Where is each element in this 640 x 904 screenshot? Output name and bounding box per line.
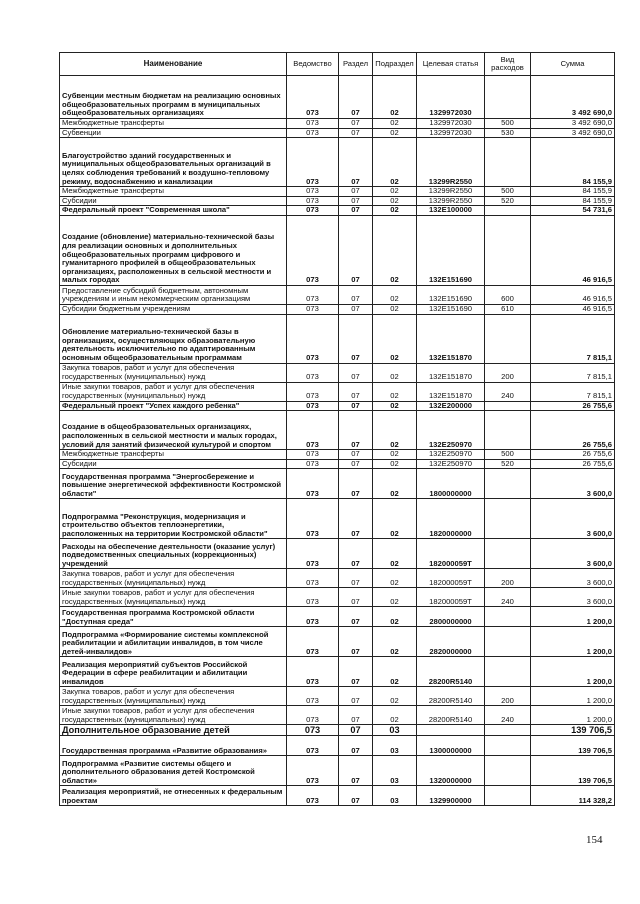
- cell-target-article: 28200R5140: [417, 706, 485, 725]
- table-row: [60, 469, 615, 499]
- cell-podrazdel: 02: [373, 627, 417, 657]
- cell-vedomstvo: 073: [287, 736, 339, 756]
- cell-razdel: 07: [339, 76, 373, 119]
- table-row: [60, 736, 615, 756]
- cell-razdel: 07: [339, 196, 373, 206]
- cell-expense-type: [485, 657, 531, 687]
- page-number: 154: [586, 834, 603, 846]
- cell-podrazdel: 02: [373, 314, 417, 363]
- cell-target-article: 132E151870: [417, 314, 485, 363]
- cell-razdel: 07: [339, 657, 373, 687]
- cell-sum: 3 600,0: [531, 499, 615, 539]
- cell-podrazdel: 02: [373, 539, 417, 569]
- cell-name: Реализация мероприятий, не отнесенных к федеральным проектам: [60, 786, 287, 806]
- cell-expense-type: [485, 756, 531, 786]
- cell-razdel: 07: [339, 607, 373, 627]
- cell-name: Субвенции местным бюджетам на реализацию основных общеобразовательных программ в муниципальных общеобразовательных организациях: [60, 76, 287, 119]
- cell-target-article: 132E250970: [417, 459, 485, 469]
- cell-expense-type: [485, 607, 531, 627]
- cell-sum: 84 155,9: [531, 196, 615, 206]
- cell-target-article: [417, 725, 485, 736]
- cell-name: Закупка товаров, работ и услуг для обеспечения государственных (муниципальных) нужд: [60, 569, 287, 588]
- cell-vedomstvo: 073: [287, 314, 339, 363]
- cell-podrazdel: 02: [373, 657, 417, 687]
- cell-vedomstvo: 073: [287, 569, 339, 588]
- cell-podrazdel: 03: [373, 756, 417, 786]
- cell-vedomstvo: 073: [287, 539, 339, 569]
- table-row: [60, 459, 615, 469]
- table-row: [60, 363, 615, 382]
- cell-vedomstvo: 073: [287, 469, 339, 499]
- cell-vedomstvo: 073: [287, 450, 339, 460]
- cell-expense-type: 200: [485, 687, 531, 706]
- cell-vedomstvo: 073: [287, 206, 339, 216]
- cell-vedomstvo: 073: [287, 128, 339, 138]
- cell-name: Закупка товаров, работ и услуг для обеспечения государственных (муниципальных) нужд: [60, 363, 287, 382]
- cell-vedomstvo: 073: [287, 76, 339, 119]
- cell-expense-type: [485, 206, 531, 216]
- cell-podrazdel: 02: [373, 76, 417, 119]
- cell-target-article: 1800000000: [417, 469, 485, 499]
- cell-podrazdel: 02: [373, 215, 417, 285]
- cell-podrazdel: 03: [373, 786, 417, 806]
- cell-vedomstvo: 073: [287, 411, 339, 450]
- cell-sum: 1 200,0: [531, 627, 615, 657]
- cell-razdel: 07: [339, 215, 373, 285]
- cell-podrazdel: 02: [373, 687, 417, 706]
- cell-vedomstvo: 073: [287, 363, 339, 382]
- cell-expense-type: 600: [485, 285, 531, 304]
- cell-target-article: 132E250970: [417, 411, 485, 450]
- cell-name: Государственная программа "Энергосбережение и повышение энергетической эффективности Костромской области": [60, 469, 287, 499]
- cell-razdel: 07: [339, 736, 373, 756]
- cell-vedomstvo: 073: [287, 196, 339, 206]
- cell-podrazdel: 02: [373, 206, 417, 216]
- table-row: [60, 786, 615, 806]
- cell-target-article: 13299R2550: [417, 187, 485, 197]
- cell-target-article: 182000059Т: [417, 539, 485, 569]
- cell-razdel: 07: [339, 469, 373, 499]
- cell-razdel: 07: [339, 725, 373, 736]
- cell-podrazdel: 02: [373, 304, 417, 314]
- table-row: [60, 411, 615, 450]
- cell-name: Субсидии: [60, 196, 287, 206]
- cell-expense-type: 240: [485, 706, 531, 725]
- cell-name: Благоустройство зданий государственных и муниципальных общеобразовательных организаций в целях соблюдения требований к воздушно-тепловому режиму, водоснабжению и канализации: [60, 138, 287, 187]
- cell-target-article: 1300000000: [417, 736, 485, 756]
- cell-razdel: 07: [339, 450, 373, 460]
- cell-expense-type: [485, 401, 531, 411]
- budget-table-sheet: [59, 52, 614, 806]
- cell-vedomstvo: 073: [287, 588, 339, 607]
- cell-expense-type: [485, 411, 531, 450]
- cell-sum: 3 600,0: [531, 469, 615, 499]
- cell-sum: 3 492 690,0: [531, 128, 615, 138]
- cell-name: Федеральный проект "Успех каждого ребенка": [60, 401, 287, 411]
- cell-target-article: 1329972030: [417, 76, 485, 119]
- cell-sum: 26 755,6: [531, 401, 615, 411]
- cell-sum: 139 706,5: [531, 736, 615, 756]
- cell-name: Закупка товаров, работ и услуг для обеспечения государственных (муниципальных) нужд: [60, 687, 287, 706]
- cell-expense-type: [485, 138, 531, 187]
- cell-vedomstvo: 073: [287, 285, 339, 304]
- table-row: [60, 304, 615, 314]
- cell-target-article: 28200R5140: [417, 657, 485, 687]
- cell-name: Расходы на обеспечение деятельности (оказание услуг) подведомственных специальных (коррекционных) учреждений: [60, 539, 287, 569]
- cell-target-article: 13299R2550: [417, 196, 485, 206]
- cell-target-article: 1820000000: [417, 499, 485, 539]
- cell-razdel: 07: [339, 627, 373, 657]
- cell-podrazdel: 02: [373, 363, 417, 382]
- cell-target-article: 182000059Т: [417, 588, 485, 607]
- cell-podrazdel: 02: [373, 569, 417, 588]
- cell-vedomstvo: 073: [287, 657, 339, 687]
- cell-vedomstvo: 073: [287, 187, 339, 197]
- cell-podrazdel: 02: [373, 469, 417, 499]
- cell-sum: 3 600,0: [531, 539, 615, 569]
- table-row: [60, 657, 615, 687]
- cell-name: Государственная программа Костромской области "Доступная среда": [60, 607, 287, 627]
- cell-razdel: 07: [339, 706, 373, 725]
- table-row: [60, 588, 615, 607]
- cell-sum: 7 815,1: [531, 314, 615, 363]
- cell-sum: 7 815,1: [531, 363, 615, 382]
- cell-podrazdel: 02: [373, 382, 417, 401]
- cell-vedomstvo: 073: [287, 499, 339, 539]
- cell-sum: 7 815,1: [531, 382, 615, 401]
- cell-target-article: 13299R2550: [417, 138, 485, 187]
- cell-razdel: 07: [339, 119, 373, 129]
- cell-name: Создание (обновление) материально-технической базы для реализации основных и дополнительных общеобразовательных программ цифрового и гуманитарного профилей в общеобразовательных организациях, расположенных в сельской местности и малых городах: [60, 215, 287, 285]
- cell-name: Обновление материально-технической базы в организациях, осуществляющих образовательную деятельность исключительно по адаптированным основным общеобразовательным программам: [60, 314, 287, 363]
- cell-podrazdel: 02: [373, 285, 417, 304]
- header-expense-type: Вид расходов: [485, 53, 531, 76]
- cell-razdel: 07: [339, 786, 373, 806]
- table-row: [60, 138, 615, 187]
- cell-expense-type: 530: [485, 128, 531, 138]
- cell-vedomstvo: 073: [287, 756, 339, 786]
- cell-expense-type: 520: [485, 459, 531, 469]
- cell-sum: 139 706,5: [531, 725, 615, 736]
- cell-expense-type: [485, 725, 531, 736]
- cell-podrazdel: 03: [373, 725, 417, 736]
- table-body: [60, 76, 615, 806]
- cell-vedomstvo: 073: [287, 304, 339, 314]
- cell-expense-type: [485, 76, 531, 119]
- table-row: [60, 196, 615, 206]
- table-row: [60, 382, 615, 401]
- cell-expense-type: 520: [485, 196, 531, 206]
- cell-expense-type: [485, 786, 531, 806]
- table-row: [60, 128, 615, 138]
- cell-razdel: 07: [339, 569, 373, 588]
- cell-vedomstvo: 073: [287, 786, 339, 806]
- table-row: [60, 119, 615, 129]
- cell-razdel: 07: [339, 539, 373, 569]
- table-row: [60, 401, 615, 411]
- cell-sum: 3 492 690,0: [531, 76, 615, 119]
- cell-podrazdel: 02: [373, 128, 417, 138]
- cell-sum: 26 755,6: [531, 411, 615, 450]
- header-sum: Сумма: [531, 53, 615, 76]
- cell-expense-type: 200: [485, 569, 531, 588]
- cell-sum: 46 916,5: [531, 215, 615, 285]
- cell-podrazdel: 03: [373, 736, 417, 756]
- cell-name: Субсидии бюджетным учреждениям: [60, 304, 287, 314]
- table-row: [60, 450, 615, 460]
- cell-target-article: 182000059Т: [417, 569, 485, 588]
- cell-name: Предоставление субсидий бюджетным, автономным учреждениям и иным некоммерческим организациям: [60, 285, 287, 304]
- cell-name: Подпрограмма «Развитие системы общего и дополнительного образования детей Костромской области»: [60, 756, 287, 786]
- cell-vedomstvo: 073: [287, 119, 339, 129]
- cell-sum: 26 755,6: [531, 459, 615, 469]
- cell-podrazdel: 02: [373, 459, 417, 469]
- cell-sum: 114 328,2: [531, 786, 615, 806]
- cell-vedomstvo: 073: [287, 607, 339, 627]
- cell-podrazdel: 02: [373, 119, 417, 129]
- cell-expense-type: 610: [485, 304, 531, 314]
- cell-sum: 1 200,0: [531, 687, 615, 706]
- cell-sum: 1 200,0: [531, 607, 615, 627]
- cell-vedomstvo: 073: [287, 459, 339, 469]
- cell-vedomstvo: 073: [287, 627, 339, 657]
- cell-expense-type: [485, 469, 531, 499]
- cell-name: Дополнительное образование детей: [60, 725, 287, 736]
- cell-target-article: 2800000000: [417, 607, 485, 627]
- cell-name: Межбюджетные трансферты: [60, 187, 287, 197]
- cell-target-article: 1329972030: [417, 128, 485, 138]
- cell-sum: 26 755,6: [531, 450, 615, 460]
- cell-expense-type: [485, 539, 531, 569]
- cell-target-article: 1320000000: [417, 756, 485, 786]
- cell-target-article: 1329900000: [417, 786, 485, 806]
- cell-target-article: 132E151870: [417, 363, 485, 382]
- cell-name: Субсидии: [60, 459, 287, 469]
- cell-razdel: 07: [339, 756, 373, 786]
- table-row: [60, 76, 615, 119]
- cell-target-article: 132E151690: [417, 215, 485, 285]
- table-row: [60, 215, 615, 285]
- cell-razdel: 07: [339, 411, 373, 450]
- cell-expense-type: 500: [485, 119, 531, 129]
- table-row: [60, 687, 615, 706]
- cell-sum: 84 155,9: [531, 187, 615, 197]
- cell-expense-type: 240: [485, 382, 531, 401]
- cell-podrazdel: 02: [373, 401, 417, 411]
- cell-target-article: 132E250970: [417, 450, 485, 460]
- cell-name: Подпрограмма «Формирование системы комплексной реабилитации и абилитации инвалидов, в том числе детей-инвалидов»: [60, 627, 287, 657]
- cell-vedomstvo: 073: [287, 401, 339, 411]
- cell-target-article: 132E100000: [417, 206, 485, 216]
- cell-razdel: 07: [339, 687, 373, 706]
- table-row: [60, 706, 615, 725]
- cell-razdel: 07: [339, 138, 373, 187]
- cell-name: Иные закупки товаров, работ и услуг для обеспечения государственных (муниципальных) нужд: [60, 588, 287, 607]
- table-row: [60, 725, 615, 736]
- cell-razdel: 07: [339, 382, 373, 401]
- cell-razdel: 07: [339, 363, 373, 382]
- budget-table: [59, 52, 615, 806]
- table-header-row: [60, 53, 615, 76]
- cell-target-article: 132E151870: [417, 382, 485, 401]
- cell-sum: 46 916,5: [531, 285, 615, 304]
- table-row: [60, 206, 615, 216]
- cell-razdel: 07: [339, 588, 373, 607]
- cell-expense-type: [485, 215, 531, 285]
- table-row: [60, 607, 615, 627]
- cell-name: Подпрограмма "Реконструкция, модернизация и строительство объектов теплоэнергетики, расположенных на территории Костромской области": [60, 499, 287, 539]
- cell-target-article: 132E200000: [417, 401, 485, 411]
- cell-razdel: 07: [339, 401, 373, 411]
- cell-expense-type: 200: [485, 363, 531, 382]
- cell-podrazdel: 02: [373, 499, 417, 539]
- cell-expense-type: [485, 736, 531, 756]
- cell-name: Иные закупки товаров, работ и услуг для обеспечения государственных (муниципальных) нужд: [60, 706, 287, 725]
- table-row: [60, 314, 615, 363]
- cell-sum: 84 155,9: [531, 138, 615, 187]
- header-target-article: Целевая статья: [417, 53, 485, 76]
- table-row: [60, 756, 615, 786]
- cell-vedomstvo: 073: [287, 215, 339, 285]
- cell-expense-type: [485, 627, 531, 657]
- cell-target-article: 132E151690: [417, 285, 485, 304]
- cell-podrazdel: 02: [373, 706, 417, 725]
- table-row: [60, 187, 615, 197]
- header-vedomstvo: Ведомство: [287, 53, 339, 76]
- cell-target-article: 132E151690: [417, 304, 485, 314]
- cell-target-article: 2820000000: [417, 627, 485, 657]
- cell-razdel: 07: [339, 206, 373, 216]
- cell-podrazdel: 02: [373, 450, 417, 460]
- cell-razdel: 07: [339, 304, 373, 314]
- cell-podrazdel: 02: [373, 588, 417, 607]
- cell-razdel: 07: [339, 285, 373, 304]
- cell-expense-type: [485, 499, 531, 539]
- cell-sum: 46 916,5: [531, 304, 615, 314]
- cell-name: Межбюджетные трансферты: [60, 119, 287, 129]
- cell-podrazdel: 02: [373, 187, 417, 197]
- cell-vedomstvo: 073: [287, 706, 339, 725]
- cell-podrazdel: 02: [373, 138, 417, 187]
- cell-razdel: 07: [339, 459, 373, 469]
- cell-razdel: 07: [339, 499, 373, 539]
- cell-sum: 3 600,0: [531, 588, 615, 607]
- cell-expense-type: [485, 314, 531, 363]
- cell-sum: 3 600,0: [531, 569, 615, 588]
- table-row: [60, 569, 615, 588]
- header-razdel: Раздел: [339, 53, 373, 76]
- cell-name: Иные закупки товаров, работ и услуг для обеспечения государственных (муниципальных) нужд: [60, 382, 287, 401]
- cell-target-article: 1329972030: [417, 119, 485, 129]
- table-row: [60, 499, 615, 539]
- cell-sum: 1 200,0: [531, 706, 615, 725]
- cell-expense-type: 240: [485, 588, 531, 607]
- cell-name: Федеральный проект "Современная школа": [60, 206, 287, 216]
- cell-expense-type: 500: [485, 450, 531, 460]
- cell-razdel: 07: [339, 128, 373, 138]
- cell-podrazdel: 02: [373, 196, 417, 206]
- header-podrazdel: Подраздел: [373, 53, 417, 76]
- table-row: [60, 539, 615, 569]
- cell-sum: 139 706,5: [531, 756, 615, 786]
- cell-podrazdel: 02: [373, 607, 417, 627]
- cell-vedomstvo: 073: [287, 687, 339, 706]
- cell-name: Создание в общеобразовательных организациях, расположенных в сельской местности и малых городах, условий для занятий физической культурой и спортом: [60, 411, 287, 450]
- cell-vedomstvo: 073: [287, 725, 339, 736]
- cell-vedomstvo: 073: [287, 138, 339, 187]
- cell-name: Государственная программа «Развитие образования»: [60, 736, 287, 756]
- cell-expense-type: 500: [485, 187, 531, 197]
- cell-name: Субвенции: [60, 128, 287, 138]
- cell-name: Межбюджетные трансферты: [60, 450, 287, 460]
- cell-name: Реализация мероприятий субъектов Российской Федерации в сфере реабилитации и абилитации инвалидов: [60, 657, 287, 687]
- header-name: Наименование: [60, 53, 287, 76]
- table-row: [60, 627, 615, 657]
- cell-sum: 54 731,6: [531, 206, 615, 216]
- cell-razdel: 07: [339, 314, 373, 363]
- cell-sum: 3 492 690,0: [531, 119, 615, 129]
- table-row: [60, 285, 615, 304]
- cell-sum: 1 200,0: [531, 657, 615, 687]
- cell-razdel: 07: [339, 187, 373, 197]
- cell-target-article: 28200R5140: [417, 687, 485, 706]
- cell-podrazdel: 02: [373, 411, 417, 450]
- cell-vedomstvo: 073: [287, 382, 339, 401]
